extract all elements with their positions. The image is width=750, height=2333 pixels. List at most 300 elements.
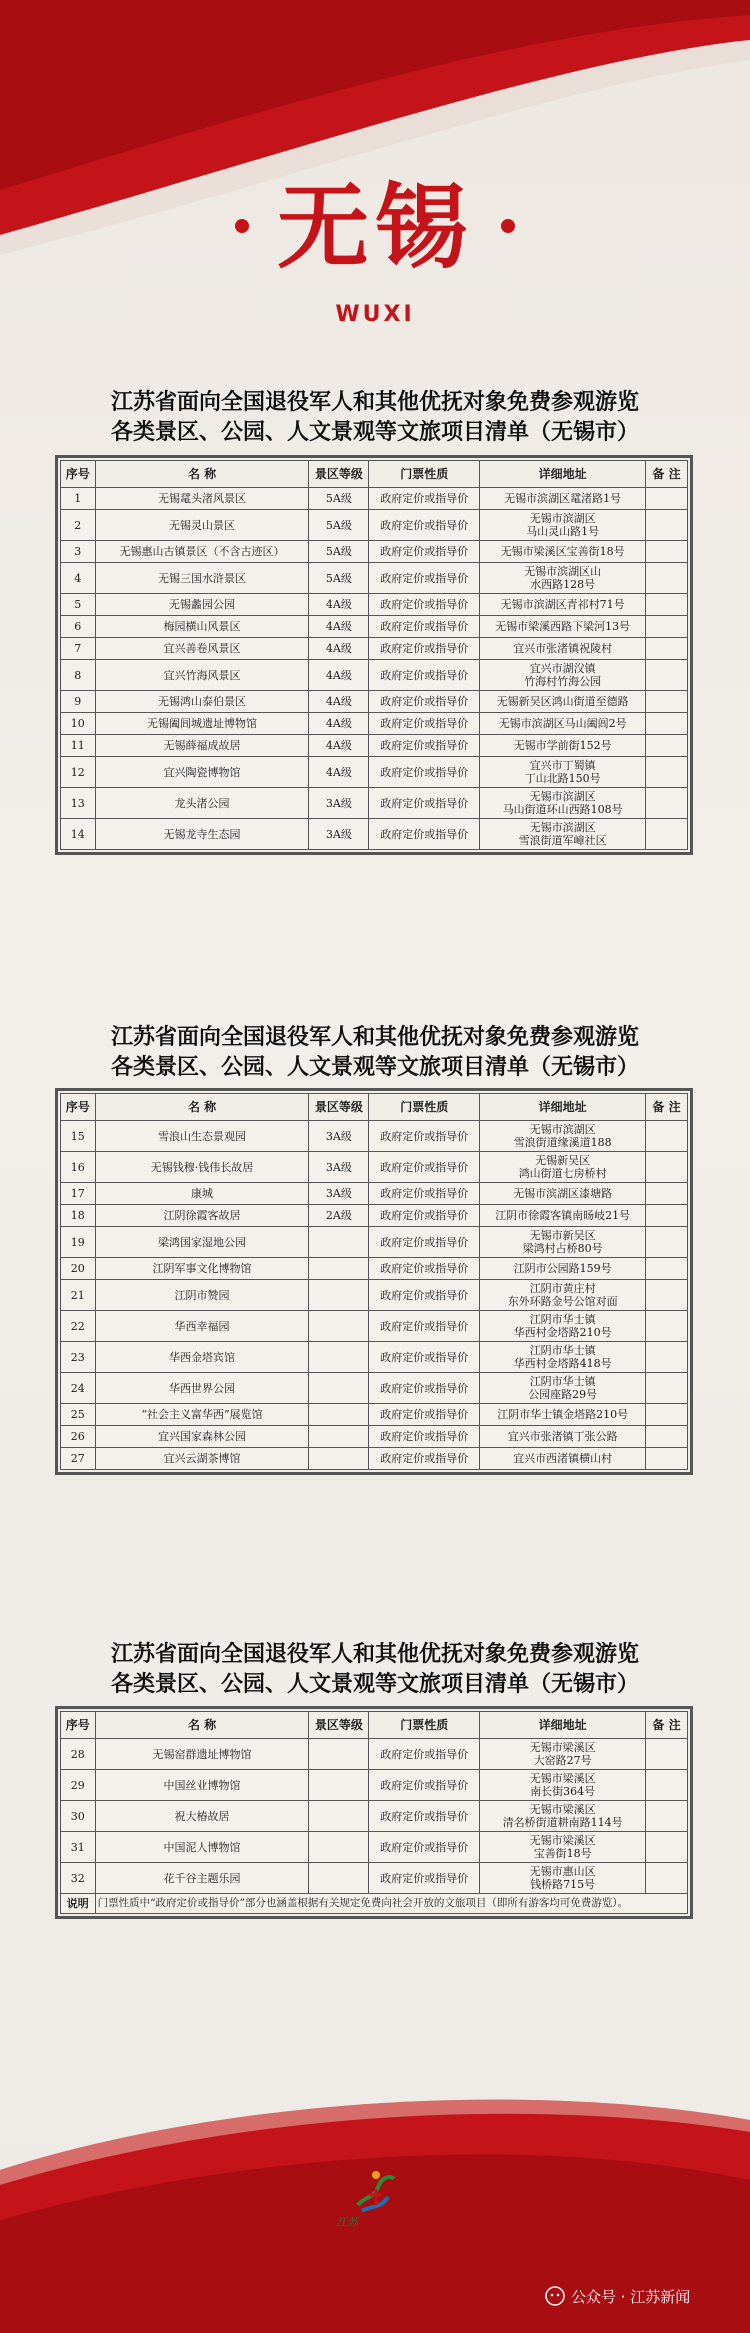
ticket-type: 政府定价或指导价 xyxy=(369,488,480,510)
scenic-level: 4A级 xyxy=(309,616,369,638)
section-title-line1: 江苏省面向全国退役军人和其他优抚对象免费参观游览 xyxy=(110,389,639,415)
address-cell xyxy=(480,660,646,691)
scenic-level: 4A级 xyxy=(309,594,369,616)
address-cell xyxy=(480,1863,646,1894)
address-cell xyxy=(480,510,646,541)
scenic-level xyxy=(309,1342,369,1373)
city-pinyin: WUXI xyxy=(335,302,415,327)
table-row xyxy=(61,1832,688,1863)
ticket-type: 政府定价或指导价 xyxy=(369,541,480,563)
attraction-name: 华西世界公园 xyxy=(95,1373,309,1404)
scenic-level xyxy=(309,1227,369,1258)
remark xyxy=(646,1770,688,1801)
row-number: 17 xyxy=(61,1183,96,1205)
address-line: 无锡市滨湖区山 xyxy=(524,565,602,578)
title-dot-right xyxy=(501,219,515,233)
attractions-table-2 xyxy=(60,1093,688,1470)
address-line: 无锡市梁溪区 xyxy=(529,1803,596,1816)
scenic-level: 4A级 xyxy=(309,691,369,713)
row-number: 2 xyxy=(61,510,96,541)
row-number: 18 xyxy=(61,1205,96,1227)
attraction-name: 梅园横山风景区 xyxy=(95,616,309,638)
row-number: 7 xyxy=(61,638,96,660)
table-row xyxy=(61,1258,688,1280)
row-number: 15 xyxy=(61,1121,96,1152)
table-header-col-ticket: 门票性质 xyxy=(369,461,480,488)
scenic-level xyxy=(309,1739,369,1770)
remark xyxy=(646,488,688,510)
row-number: 11 xyxy=(61,735,96,757)
table-header-row xyxy=(61,1094,688,1121)
row-number: 16 xyxy=(61,1152,96,1183)
attraction-name: 宜兴国家森林公园 xyxy=(95,1426,309,1448)
address-cell xyxy=(480,713,646,735)
attraction-name: 无锡灵山景区 xyxy=(95,510,309,541)
ticket-type: 政府定价或指导价 xyxy=(369,616,480,638)
table-row xyxy=(61,616,688,638)
address-line: 无锡市惠山区 xyxy=(529,1865,596,1878)
scenic-level xyxy=(309,1311,369,1342)
table-row xyxy=(61,1373,688,1404)
scenic-level: 3A级 xyxy=(309,1121,369,1152)
scenic-level: 5A级 xyxy=(309,563,369,594)
row-number: 22 xyxy=(61,1311,96,1342)
address-cell xyxy=(480,1121,646,1152)
ticket-type: 政府定价或指导价 xyxy=(369,1426,480,1448)
table-row xyxy=(61,1280,688,1311)
attractions-table-3 xyxy=(60,1711,688,1914)
address-cell xyxy=(480,1227,646,1258)
address-line: 梁鸿村占桥80号 xyxy=(522,1242,603,1255)
table-row xyxy=(61,735,688,757)
address-cell xyxy=(480,1373,646,1404)
attraction-name: 无锡鼋头渚风景区 xyxy=(95,488,309,510)
address-cell xyxy=(480,541,646,563)
row-number: 3 xyxy=(61,541,96,563)
attraction-name: 祝大椿故居 xyxy=(95,1801,309,1832)
row-number: 26 xyxy=(61,1426,96,1448)
address-line: 无锡市梁溪西路下梁河13号 xyxy=(495,620,631,633)
wechat-icon xyxy=(545,2286,565,2306)
scenic-level xyxy=(309,1801,369,1832)
address-line: 丁山北路150号 xyxy=(524,772,601,785)
table-header-col-address: 详细地址 xyxy=(480,461,646,488)
attraction-name: “社会主义富华西”展览馆 xyxy=(95,1404,309,1426)
attraction-name: 无锡钱穆·钱伟长故居 xyxy=(95,1152,309,1183)
address-cell xyxy=(480,616,646,638)
attractions-table-1 xyxy=(60,460,688,850)
table-header-row xyxy=(61,461,688,488)
address-line: 马山街道环山西路108号 xyxy=(502,803,623,816)
attraction-name: 梁鸿国家湿地公园 xyxy=(95,1227,309,1258)
table-row xyxy=(61,1342,688,1373)
ticket-type: 政府定价或指导价 xyxy=(369,788,480,819)
scenic-level: 4A级 xyxy=(309,735,369,757)
remark xyxy=(646,1832,688,1863)
attraction-name: 无锡龙寺生态园 xyxy=(95,819,309,850)
address-cell xyxy=(480,1801,646,1832)
ticket-type: 政府定价或指导价 xyxy=(369,1801,480,1832)
ticket-type: 政府定价或指导价 xyxy=(369,735,480,757)
table-header-col-note: 备 注 xyxy=(646,1712,688,1739)
address-line: 无锡市滨湖区 xyxy=(529,821,596,834)
remark xyxy=(646,1801,688,1832)
address-line: 宝善街18号 xyxy=(533,1847,592,1860)
address-line: 大窑路27号 xyxy=(533,1754,592,1767)
remark xyxy=(646,1739,688,1770)
address-line: 无锡新吴区 xyxy=(535,1154,591,1167)
scenic-level xyxy=(309,1770,369,1801)
address-line: 江阴市黄庄村 xyxy=(529,1282,596,1295)
remark xyxy=(646,1311,688,1342)
title-dot-left xyxy=(235,219,249,233)
address-cell xyxy=(480,1183,646,1205)
ticket-type: 政府定价或指导价 xyxy=(369,1183,480,1205)
table-row xyxy=(61,660,688,691)
table-header-col-note: 备 注 xyxy=(646,1094,688,1121)
address-line: 宜兴市丁蜀镇 xyxy=(529,759,596,772)
attraction-name: 无锡三国水浒景区 xyxy=(95,563,309,594)
ticket-type: 政府定价或指导价 xyxy=(369,1832,480,1863)
scenic-level: 2A级 xyxy=(309,1205,369,1227)
row-number: 13 xyxy=(61,788,96,819)
remark xyxy=(646,510,688,541)
ticket-type: 政府定价或指导价 xyxy=(369,713,480,735)
section-1-title xyxy=(0,387,750,447)
table-row xyxy=(61,594,688,616)
row-number: 10 xyxy=(61,713,96,735)
ticket-type: 政府定价或指导价 xyxy=(369,563,480,594)
city-name: 无锡 xyxy=(276,174,473,281)
ticket-type: 政府定价或指导价 xyxy=(369,1311,480,1342)
scenic-level: 5A级 xyxy=(309,541,369,563)
scenic-level xyxy=(309,1448,369,1470)
scenic-level xyxy=(309,1426,369,1448)
table-row xyxy=(61,1152,688,1183)
address-cell xyxy=(480,1258,646,1280)
wechat-watermark xyxy=(545,2284,690,2308)
table-row xyxy=(61,691,688,713)
remark xyxy=(646,819,688,850)
scenic-level: 5A级 xyxy=(309,488,369,510)
address-cell xyxy=(480,1448,646,1470)
attraction-name: 花千谷主题乐园 xyxy=(95,1863,309,1894)
remark xyxy=(646,1227,688,1258)
remark xyxy=(646,616,688,638)
remark xyxy=(646,594,688,616)
row-number: 5 xyxy=(61,594,96,616)
table-row xyxy=(61,1183,688,1205)
attraction-name: 无锡蠡园公园 xyxy=(95,594,309,616)
table-row xyxy=(61,1311,688,1342)
address-line: 无锡市滨湖区 xyxy=(529,512,596,525)
attraction-name: 华西幸福园 xyxy=(95,1311,309,1342)
ticket-type: 政府定价或指导价 xyxy=(369,1448,480,1470)
table-row xyxy=(61,1426,688,1448)
scenic-level xyxy=(309,1863,369,1894)
remark xyxy=(646,638,688,660)
address-cell xyxy=(480,1832,646,1863)
address-line: 江阴市徐霞客镇南旸岐21号 xyxy=(495,1209,631,1222)
section-2-title xyxy=(0,1022,750,1082)
table-header-col-ticket: 门票性质 xyxy=(369,1712,480,1739)
section-title-line2: 各类景区、公园、人文景观等文旅项目清单（无锡市） xyxy=(110,419,639,445)
ticket-type: 政府定价或指导价 xyxy=(369,510,480,541)
address-line: 华西村金塔路418号 xyxy=(513,1357,612,1370)
row-number: 1 xyxy=(61,488,96,510)
ticket-type: 政府定价或指导价 xyxy=(369,1280,480,1311)
table-header-col-note: 备 注 xyxy=(646,461,688,488)
address-line: 钱桥路715号 xyxy=(530,1878,596,1891)
address-line: 无锡市滨湖区青祁村71号 xyxy=(500,598,625,611)
table-header-col-name: 名 称 xyxy=(95,1094,309,1121)
jiangsu-tourism-logo xyxy=(348,2165,404,2221)
address-cell xyxy=(480,1770,646,1801)
scenic-level: 4A级 xyxy=(309,660,369,691)
scenic-level xyxy=(309,1404,369,1426)
row-number: 8 xyxy=(61,660,96,691)
watermark-text: 公众号 · 江苏新闻 xyxy=(571,2287,691,2306)
address-cell xyxy=(480,757,646,788)
table-row xyxy=(61,713,688,735)
section-title-line2: 各类景区、公园、人文景观等文旅项目清单（无锡市） xyxy=(110,1671,639,1697)
remark xyxy=(646,1258,688,1280)
address-line: 竹海村竹海公园 xyxy=(524,675,602,688)
address-line: 公园座路29号 xyxy=(528,1388,598,1401)
scenic-level: 4A级 xyxy=(309,757,369,788)
ticket-type: 政府定价或指导价 xyxy=(369,1404,480,1426)
table-row xyxy=(61,757,688,788)
address-line: 宜兴市湖㳇镇 xyxy=(529,662,596,675)
address-line: 雪浪街道缘溪道188 xyxy=(513,1136,612,1149)
table-header-col-ticket: 门票性质 xyxy=(369,1094,480,1121)
row-number: 21 xyxy=(61,1280,96,1311)
remark xyxy=(646,1404,688,1426)
remark xyxy=(646,1183,688,1205)
remark xyxy=(646,788,688,819)
table-row xyxy=(61,638,688,660)
remark xyxy=(646,735,688,757)
table-header-col-no: 序号 xyxy=(61,461,96,488)
address-line: 江阴市华士镇 xyxy=(529,1313,596,1326)
attraction-name: 中国泥人博物馆 xyxy=(95,1832,309,1863)
remark xyxy=(646,1121,688,1152)
table-header-col-level: 景区等级 xyxy=(309,1094,369,1121)
note-label: 说明 xyxy=(61,1894,96,1914)
address-cell xyxy=(480,594,646,616)
table-header-col-level: 景区等级 xyxy=(309,461,369,488)
address-line: 水西路128号 xyxy=(530,578,596,591)
table-row xyxy=(61,819,688,850)
address-line: 宜兴市张渚镇丁张公路 xyxy=(507,1430,618,1443)
ticket-type: 政府定价或指导价 xyxy=(369,1227,480,1258)
ticket-type: 政府定价或指导价 xyxy=(369,819,480,850)
ticket-type: 政府定价或指导价 xyxy=(369,1373,480,1404)
city-title xyxy=(0,174,750,281)
table-header-col-no: 序号 xyxy=(61,1094,96,1121)
attraction-name: 康城 xyxy=(95,1183,309,1205)
address-cell xyxy=(480,638,646,660)
address-cell xyxy=(480,819,646,850)
address-line: 江阴市华士镇金塔路210号 xyxy=(497,1408,629,1421)
address-line: 雪浪街道军嶂社区 xyxy=(518,834,607,847)
address-line: 无锡新吴区鸿山街道至德路 xyxy=(496,695,629,708)
attraction-name: 无锡鸿山泰伯景区 xyxy=(95,691,309,713)
scenic-level: 4A级 xyxy=(309,638,369,660)
attraction-name: 无锡薛福成故居 xyxy=(95,735,309,757)
table-row xyxy=(61,488,688,510)
address-line: 江阴市华士镇 xyxy=(529,1375,596,1388)
address-line: 无锡市滨湖区 xyxy=(529,790,596,803)
attraction-name: 宜兴竹海风景区 xyxy=(95,660,309,691)
ticket-type: 政府定价或指导价 xyxy=(369,1258,480,1280)
row-number: 19 xyxy=(61,1227,96,1258)
remark xyxy=(646,541,688,563)
address-line: 江阴市华士镇 xyxy=(529,1344,596,1357)
ticket-type: 政府定价或指导价 xyxy=(369,1121,480,1152)
remark xyxy=(646,1448,688,1470)
table-header-col-no: 序号 xyxy=(61,1712,96,1739)
address-line: 无锡市梁溪区 xyxy=(529,1834,596,1847)
address-line: 江阴市公园路159号 xyxy=(513,1262,612,1275)
section-title-line1: 江苏省面向全国退役军人和其他优抚对象免费参观游览 xyxy=(110,1024,639,1050)
table-row xyxy=(61,1227,688,1258)
row-number: 6 xyxy=(61,616,96,638)
attraction-name: 雪浪山生态景观园 xyxy=(95,1121,309,1152)
address-line: 无锡市学前街152号 xyxy=(513,739,612,752)
ticket-type: 政府定价或指导价 xyxy=(369,1205,480,1227)
attraction-name: 龙头渚公园 xyxy=(95,788,309,819)
table-row xyxy=(61,1801,688,1832)
remark xyxy=(646,660,688,691)
address-cell xyxy=(480,1739,646,1770)
ticket-type: 政府定价或指导价 xyxy=(369,1739,480,1770)
table-row xyxy=(61,1448,688,1470)
attraction-name: 宜兴善卷风景区 xyxy=(95,638,309,660)
address-cell xyxy=(480,488,646,510)
attraction-name: 无锡惠山古镇景区（不含古迹区） xyxy=(95,541,309,563)
address-line: 鸿山街道七房桥村 xyxy=(518,1167,607,1180)
ticket-type: 政府定价或指导价 xyxy=(369,1152,480,1183)
address-cell xyxy=(480,1342,646,1373)
attraction-name: 江阴徐霞客故居 xyxy=(95,1205,309,1227)
table-row xyxy=(61,1739,688,1770)
table-row xyxy=(61,1404,688,1426)
remark xyxy=(646,757,688,788)
table-row xyxy=(61,1863,688,1894)
address-line: 无锡市滨湖区马山阖闾2号 xyxy=(498,717,627,730)
row-number: 25 xyxy=(61,1404,96,1426)
row-number: 23 xyxy=(61,1342,96,1373)
attraction-name: 宜兴陶瓷博物馆 xyxy=(95,757,309,788)
remark xyxy=(646,1342,688,1373)
address-line: 宜兴市张渚镇祝陵村 xyxy=(513,642,613,655)
ticket-type: 政府定价或指导价 xyxy=(369,1770,480,1801)
row-number: 28 xyxy=(61,1739,96,1770)
scenic-level: 3A级 xyxy=(309,819,369,850)
ticket-type: 政府定价或指导价 xyxy=(369,1863,480,1894)
remark xyxy=(646,1280,688,1311)
table-row xyxy=(61,1770,688,1801)
scenic-level xyxy=(309,1280,369,1311)
address-line: 无锡市梁溪区宝善街18号 xyxy=(500,545,625,558)
ticket-type: 政府定价或指导价 xyxy=(369,1342,480,1373)
scenic-level: 5A级 xyxy=(309,510,369,541)
scenic-level xyxy=(309,1373,369,1404)
attraction-name: 无锡窑群遗址博物馆 xyxy=(95,1739,309,1770)
row-number: 31 xyxy=(61,1832,96,1863)
logo-text: 江苏 xyxy=(336,2216,358,2229)
scenic-level: 4A级 xyxy=(309,713,369,735)
address-line: 华西村金塔路210号 xyxy=(513,1326,612,1339)
table-header-row xyxy=(61,1712,688,1739)
row-number: 32 xyxy=(61,1863,96,1894)
table-header-col-address: 详细地址 xyxy=(480,1094,646,1121)
attraction-name: 中国丝业博物馆 xyxy=(95,1770,309,1801)
table-header-col-name: 名 称 xyxy=(95,461,309,488)
ticket-type: 政府定价或指导价 xyxy=(369,757,480,788)
row-number: 29 xyxy=(61,1770,96,1801)
attraction-name: 宜兴云湖茶博馆 xyxy=(95,1448,309,1470)
address-cell xyxy=(480,1404,646,1426)
table-row xyxy=(61,563,688,594)
remark xyxy=(646,563,688,594)
address-cell xyxy=(480,1152,646,1183)
address-line: 无锡市滨湖区 xyxy=(529,1123,596,1136)
address-line: 南长街364号 xyxy=(530,1785,596,1798)
table-row xyxy=(61,788,688,819)
address-cell xyxy=(480,1311,646,1342)
row-number: 27 xyxy=(61,1448,96,1470)
address-line: 东外环路金号公馆对面 xyxy=(507,1295,618,1308)
scenic-level: 3A级 xyxy=(309,1152,369,1183)
address-line: 无锡市滨湖区漆塘路 xyxy=(513,1187,613,1200)
attraction-name: 江阴市赞园 xyxy=(95,1280,309,1311)
ticket-type: 政府定价或指导价 xyxy=(369,638,480,660)
address-line: 无锡市滨湖区鼋渚路1号 xyxy=(504,492,622,505)
table-header-col-address: 详细地址 xyxy=(480,1712,646,1739)
remark xyxy=(646,1863,688,1894)
remark xyxy=(646,713,688,735)
table-row xyxy=(61,541,688,563)
address-line: 马山灵山路1号 xyxy=(526,525,600,538)
note-row xyxy=(61,1894,688,1914)
attraction-name: 江阴军事文化博物馆 xyxy=(95,1258,309,1280)
row-number: 4 xyxy=(61,563,96,594)
ticket-type: 政府定价或指导价 xyxy=(369,691,480,713)
address-cell xyxy=(480,735,646,757)
table-row xyxy=(61,510,688,541)
note-text: 门票性质中“政府定价或指导价”部分也涵盖根据有关规定免费向社会开放的文旅项目（即所有游客均可免费游览）。 xyxy=(95,1894,687,1914)
remark xyxy=(646,1205,688,1227)
table-header-col-name: 名 称 xyxy=(95,1712,309,1739)
address-line: 无锡市梁溪区 xyxy=(529,1772,596,1785)
row-number: 20 xyxy=(61,1258,96,1280)
address-line: 宜兴市西渚镇横山村 xyxy=(513,1452,613,1465)
address-cell xyxy=(480,691,646,713)
row-number: 9 xyxy=(61,691,96,713)
address-line: 无锡市梁溪区 xyxy=(529,1741,596,1754)
section-title-line2: 各类景区、公园、人文景观等文旅项目清单（无锡市） xyxy=(110,1054,639,1080)
address-line: 无锡市新吴区 xyxy=(529,1229,596,1242)
attraction-name: 华西金塔宾馆 xyxy=(95,1342,309,1373)
remark xyxy=(646,1373,688,1404)
address-cell xyxy=(480,563,646,594)
table-header-col-level: 景区等级 xyxy=(309,1712,369,1739)
scenic-level xyxy=(309,1258,369,1280)
table-row xyxy=(61,1121,688,1152)
address-line: 清名桥街道耕南路114号 xyxy=(502,1816,623,1829)
